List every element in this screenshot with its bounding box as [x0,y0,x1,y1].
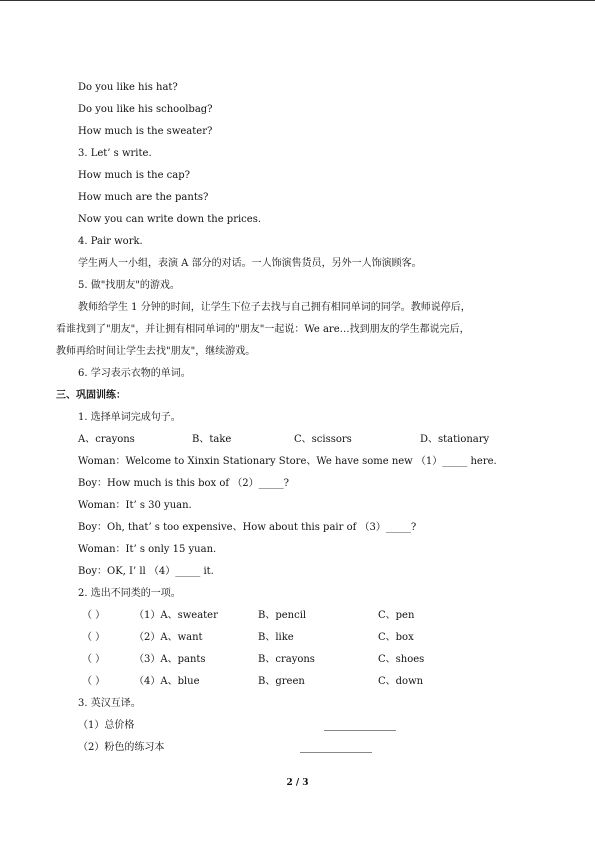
step-heading: 3. Let’ s write. [78,148,152,159]
choice-d: D、stationary [420,434,490,445]
option-b: B、green [258,676,305,687]
answer-blank [324,730,396,731]
question-title: 1. 选择单词完成句子。 [78,412,181,423]
step-heading: 4. Pair work. [78,236,143,247]
dialogue-line: Woman：It’ s only 15 yuan. [78,544,217,555]
answer-bracket: （ ） [82,632,106,643]
option-b: B、crayons [258,654,315,665]
question-title: 3. 英汉互译。 [78,698,141,709]
text-line: Now you can write down the prices. [78,214,261,225]
translation-item: （2）粉色的练习本 [78,742,165,753]
question-title: 2. 选出不同类的一项。 [78,588,181,599]
section-heading: 三、巩固训练： [56,390,126,401]
step-heading: 5. 做"找朋友"的游戏。 [78,280,180,291]
answer-bracket: （ ） [82,676,106,687]
text-line: How much are the pants? [78,192,209,203]
paragraph-line: 教师再给时间让学生去找"朋友"，继续游戏。 [56,346,256,357]
translation-item: （1）总价格 [78,720,135,731]
step-heading: 6. 学习表示衣物的单词。 [78,368,191,379]
option-b: B、like [258,632,294,643]
choice-b: B、take [192,434,232,445]
option-b: B、pencil [258,610,307,621]
answer-bracket: （ ） [82,610,106,621]
paragraph-line: 教师给学生 1 分钟的时间，让学生下位子去找与自己拥有相同单词的同学。教师说停后， [78,302,471,313]
option-a: （1）A、sweater [134,610,218,621]
dialogue-line: Woman：It’ s 30 yuan. [78,500,192,511]
answer-bracket: （ ） [82,654,106,665]
option-c: C、box [378,632,414,643]
option-a: （2）A、want [134,632,203,643]
option-c: C、shoes [378,654,425,665]
header-rule [0,0,595,1]
text-line: 学生两人一小组，表演 A 部分的对话。一人饰演售货员，另外一人饰演顾客。 [78,258,422,269]
paragraph-line: 看谁找到了"朋友"，并让拥有相同单词的"朋友"一起说：We are…找到朋友的学生都说完后， [56,324,470,335]
dialogue-line: Boy：How much is this box of （2）_____? [78,478,289,489]
option-c: C、down [378,676,424,687]
text-line: How much is the sweater? [78,126,213,137]
choice-a: A、crayons [78,434,135,445]
text-line: How much is the cap? [78,170,191,181]
dialogue-line: Boy：Oh, that’ s too expensive、How about this pair of （3）_____? [78,522,417,533]
page-number: 2 / 3 [286,778,309,788]
choice-c: C、scissors [294,434,352,445]
text-line: Do you like his hat? [78,82,178,93]
dialogue-line: Woman：Welcome to Xinxin Stationary Store、We have some new （1）_____ here. [78,456,497,467]
text-line: Do you like his schoolbag? [78,104,213,115]
answer-blank [300,752,372,753]
dialogue-line: Boy：OK, I’ ll （4）_____ it. [78,566,214,577]
option-a: （3）A、pants [134,654,206,665]
option-c: C、pen [378,610,415,621]
option-a: （4）A、blue [134,676,200,687]
